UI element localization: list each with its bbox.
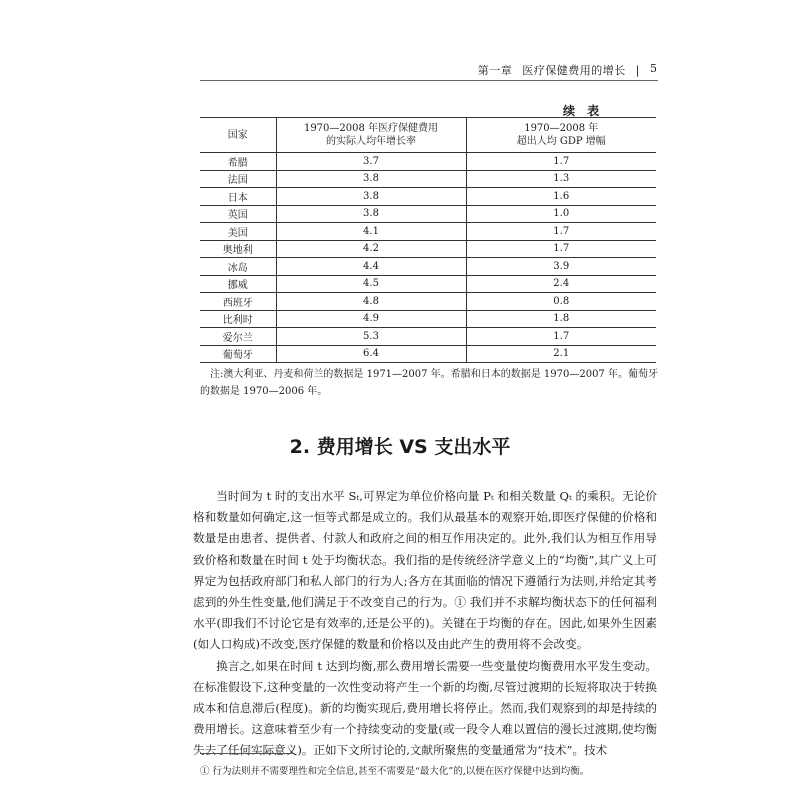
table-row bbox=[200, 240, 656, 258]
cell-growth-rate: 4.5 bbox=[276, 275, 466, 293]
cell-excess-gdp: 2.1 bbox=[466, 345, 656, 363]
cell-country: 比利时 bbox=[200, 310, 276, 328]
table-row bbox=[200, 275, 656, 293]
table-row bbox=[200, 310, 656, 328]
cell-excess-gdp: 1.6 bbox=[466, 188, 656, 206]
cell-country: 爱尔兰 bbox=[200, 328, 276, 346]
cell-country: 葡萄牙 bbox=[200, 345, 276, 363]
cell-growth-rate: 4.8 bbox=[276, 293, 466, 311]
table-row bbox=[200, 293, 656, 311]
cell-country: 日本 bbox=[200, 188, 276, 206]
col-header-excess-line: 1970—2008 年 bbox=[524, 123, 599, 134]
table-header-row bbox=[200, 118, 656, 153]
cell-growth-rate: 4.9 bbox=[276, 310, 466, 328]
table-row bbox=[200, 258, 656, 276]
cell-growth-rate: 4.2 bbox=[276, 240, 466, 258]
data-table bbox=[200, 117, 656, 363]
section-title: 2. 费用增长 VS 支出水平 bbox=[289, 436, 511, 458]
paragraph: 换言之,如果在时间 t 达到均衡,那么费用增长需要一些变量使均衡费用水平发生变动。在标准假设下,这种变量的一次性变动将产生一个新的均衡,尽管过渡期的长短将取决于转换成本和信息滞后(程度)。新的均衡实现后,费用增长将停止。然而,我们观察到的却是持续的费用增长。这意味着至少有一个持续变动的变量(或一段令人难以置信的漫长过渡期,使均衡失去了任何实际意义)。正如下文所讨论的,文献所聚焦的变量通常为“技术”。技术 bbox=[193, 658, 657, 758]
running-header bbox=[478, 62, 640, 78]
cell-country: 希腊 bbox=[200, 153, 276, 171]
cell-country: 美国 bbox=[200, 223, 276, 241]
header-separator: | bbox=[635, 63, 640, 77]
footnote-rule bbox=[200, 753, 292, 754]
table-row bbox=[200, 345, 656, 363]
cell-excess-gdp: 1.7 bbox=[466, 223, 656, 241]
cell-excess-gdp: 3.9 bbox=[466, 258, 656, 276]
cell-excess-gdp: 1.0 bbox=[466, 205, 656, 223]
header-rule bbox=[200, 80, 658, 81]
col-header-growth-line-2: 的实际人均年增长率 bbox=[326, 136, 416, 147]
cell-excess-gdp: 2.4 bbox=[466, 275, 656, 293]
table-row bbox=[200, 223, 656, 241]
col-header-growth-line: 1970—2008 年医疗保健费用 bbox=[303, 123, 439, 134]
cell-growth-rate: 5.3 bbox=[276, 328, 466, 346]
cell-excess-gdp: 1.7 bbox=[466, 153, 656, 171]
cell-growth-rate: 4.4 bbox=[276, 258, 466, 276]
col-header-growth-rate bbox=[276, 118, 466, 153]
cell-growth-rate: 3.8 bbox=[276, 170, 466, 188]
table-row bbox=[200, 328, 656, 346]
cell-growth-rate: 6.4 bbox=[276, 345, 466, 363]
body-text bbox=[193, 486, 657, 762]
chapter-label: 第一章 bbox=[477, 64, 513, 77]
col-header-excess-gdp bbox=[466, 118, 656, 153]
cell-excess-gdp: 1.3 bbox=[466, 170, 656, 188]
table-row bbox=[200, 153, 656, 171]
cell-growth-rate: 3.8 bbox=[276, 205, 466, 223]
table-continued-label: 续 表 bbox=[563, 104, 604, 118]
cell-growth-rate: 4.1 bbox=[276, 223, 466, 241]
cell-country: 法国 bbox=[200, 170, 276, 188]
table-row bbox=[200, 170, 656, 188]
cell-country: 冰岛 bbox=[200, 258, 276, 276]
col-header-country: 国家 bbox=[200, 118, 276, 153]
cell-country: 奥地利 bbox=[200, 240, 276, 258]
cell-excess-gdp: 1.7 bbox=[466, 240, 656, 258]
paragraph: 当时间为 t 时的支出水平 Sₜ,可界定为单位价格向量 Pₜ 和相关数量 Qₜ 的乘积。无论价格和数量如何确定,这一恒等式都是成立的。我们从最基本的观察开始,即医疗保健的价格和数量是由患者、提供者、付款人和政府之间的相互作用决定的。此外,我们认为相互作用导致价格和数量在时间 t 处于均衡状态。我们指的是传统经济学意义上的“均衡”,其广义上可界定为包括政府部门和私人部门的行为人;各方在其面临的情况下遵循行为法则,并给定其考虑到的外生性变量,他们满足于不改变自己的行为。① 我们并不求解均衡状态下的任何福利水平(即我们不讨论它是有效率的,还是公平的)。关键在于均衡的存在。因此,如果外生因素(如人口构成)不改变,医疗保健的数量和价格以及由此产生的费用将不会改变。 bbox=[193, 489, 657, 652]
table-row bbox=[200, 205, 656, 223]
cell-country: 英国 bbox=[200, 205, 276, 223]
table-note: 注:澳大利亚、丹麦和荷兰的数据是 1971—2007 年。希腊和日本的数据是 1970—2007 年。葡萄牙的数据是 1970—2006 年。 bbox=[200, 369, 658, 397]
cell-growth-rate: 3.7 bbox=[276, 153, 466, 171]
page-number: 5 bbox=[650, 62, 657, 75]
cell-growth-rate: 3.8 bbox=[276, 188, 466, 206]
cell-excess-gdp: 1.7 bbox=[466, 328, 656, 346]
footnote: ① 行为法则并不需要理性和完全信息,甚至不需要是“最大化”的,以便在医疗保健中达到均衡。 bbox=[200, 766, 590, 777]
cell-country: 挪威 bbox=[200, 275, 276, 293]
chapter-title: 医疗保健费用的增长 bbox=[522, 64, 626, 77]
table-row bbox=[200, 188, 656, 206]
cell-excess-gdp: 0.8 bbox=[466, 293, 656, 311]
col-header-excess-line-2: 超出人均 GDP 增幅 bbox=[516, 136, 606, 147]
cell-country: 西班牙 bbox=[200, 293, 276, 311]
cell-excess-gdp: 1.8 bbox=[466, 310, 656, 328]
